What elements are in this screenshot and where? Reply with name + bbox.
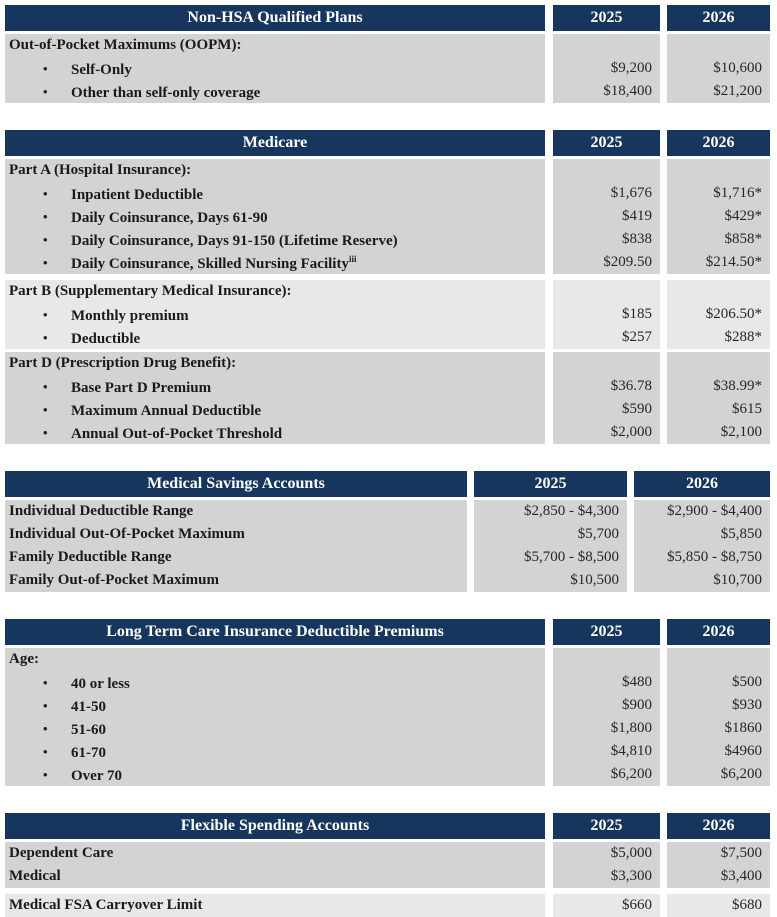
row-label: Daily Coinsurance, Skilled Nursing Facility — [71, 256, 349, 272]
value-2025: $6,200 — [610, 766, 652, 782]
row-label: Base Part D Premium — [71, 380, 212, 396]
values-column-2025 — [474, 500, 627, 592]
bullet-icon: • — [43, 330, 48, 345]
value-2026: $10,600 — [713, 60, 762, 76]
table-row — [5, 398, 545, 421]
values-column-2025 — [553, 648, 660, 786]
row-label: Self-Only — [71, 62, 132, 78]
bullet-icon: • — [43, 307, 48, 322]
values-column-2025 — [553, 159, 660, 274]
value-2026: $2,900 - $4,400 — [667, 503, 762, 519]
value-2026: $214.50* — [705, 254, 762, 270]
footnote-marker: iii — [348, 254, 357, 264]
bullet-icon: • — [43, 744, 48, 759]
bullet-icon: • — [43, 61, 48, 76]
value-2025: $9,200 — [610, 60, 652, 76]
table-title: Long Term Care Insurance Deductible Premiums — [5, 619, 545, 645]
year-header-2025: 2025 — [553, 130, 660, 156]
table-section — [5, 159, 770, 274]
value-2025: $900 — [622, 697, 652, 713]
value-2026: $7,500 — [720, 845, 762, 861]
row-label: Medical — [9, 868, 61, 884]
table-row — [5, 865, 545, 888]
value-2026: $1,716* — [713, 185, 762, 201]
bullet-icon: • — [43, 675, 48, 690]
values-column-2026 — [667, 34, 770, 103]
label-column — [5, 648, 545, 786]
table-section — [5, 894, 770, 917]
table-section — [5, 352, 770, 444]
value-2025: $2,000 — [610, 424, 652, 440]
row-label: Family Deductible Range — [9, 549, 172, 565]
value-2025: $5,000 — [610, 845, 652, 861]
value-2025: $3,300 — [610, 868, 652, 884]
table-row — [5, 523, 467, 546]
year-header-2025: 2025 — [474, 471, 627, 497]
value-2026: $858* — [724, 231, 762, 247]
table-row — [5, 717, 545, 740]
table-header-row — [5, 130, 770, 156]
bullet-icon: • — [43, 402, 48, 417]
row-label: Monthly premium — [71, 308, 189, 324]
row-label: Part B (Supplementary Medical Insurance): — [9, 283, 292, 299]
bullet-icon: • — [43, 209, 48, 224]
value-2025: $838 — [622, 231, 652, 247]
value-2026: $206.50* — [705, 306, 762, 322]
value-2026: $21,200 — [713, 83, 762, 99]
value-2026: $4960 — [724, 743, 762, 759]
year-header-2025: 2025 — [553, 619, 660, 645]
table-flexible-spending-accounts — [5, 813, 770, 917]
table-row — [5, 159, 545, 182]
values-column-2026 — [667, 894, 770, 917]
table-row — [5, 251, 545, 274]
table-title: Medical Savings Accounts — [5, 471, 467, 497]
table-section — [5, 500, 770, 592]
table-row — [5, 352, 545, 375]
row-label: Inpatient Deductible — [71, 187, 204, 203]
value-2026: $930 — [732, 697, 762, 713]
value-2025: $257 — [622, 329, 652, 345]
year-header-2025: 2025 — [553, 5, 660, 31]
row-label: Maximum Annual Deductible — [71, 403, 262, 419]
value-2025: $660 — [622, 897, 652, 913]
table-body — [5, 648, 770, 786]
values-column-2026 — [667, 159, 770, 274]
table-section — [5, 842, 770, 888]
table-header-row — [5, 471, 770, 497]
value-2025: $1,800 — [610, 720, 652, 736]
table-section — [5, 34, 770, 103]
row-label: Over 70 — [71, 768, 122, 784]
table-header-row — [5, 619, 770, 645]
label-column — [5, 159, 545, 274]
row-label: Dependent Care — [9, 845, 114, 861]
values-column-2026 — [667, 648, 770, 786]
table-body — [5, 159, 770, 444]
table-row — [5, 894, 545, 917]
table-row — [5, 303, 545, 326]
table-section — [5, 648, 770, 786]
bullet-icon: • — [43, 425, 48, 440]
values-column-2025 — [553, 34, 660, 103]
value-2025: $185 — [622, 306, 652, 322]
table-title: Flexible Spending Accounts — [5, 813, 545, 839]
row-label: Individual Deductible Range — [9, 503, 194, 519]
row-label: Individual Out-Of-Pocket Maximum — [9, 526, 245, 542]
label-column — [5, 280, 545, 349]
table-body — [5, 500, 770, 592]
label-column — [5, 352, 545, 444]
value-2025: $590 — [622, 401, 652, 417]
value-2025: $36.78 — [610, 378, 652, 394]
table-header-row — [5, 5, 770, 31]
table-header-row — [5, 813, 770, 839]
value-2026: $5,850 - $8,750 — [667, 549, 762, 565]
value-2026: $1860 — [724, 720, 762, 736]
benefits-tables-document — [5, 5, 770, 917]
bullet-icon: • — [43, 767, 48, 782]
row-label: Age: — [9, 651, 39, 667]
row-label: Deductible — [71, 331, 141, 347]
table-body — [5, 842, 770, 917]
table-row — [5, 280, 545, 303]
value-2025: $480 — [622, 674, 652, 690]
values-column-2026 — [634, 500, 770, 592]
value-2026: $38.99* — [713, 378, 762, 394]
row-label: 40 or less — [71, 676, 130, 692]
table-row — [5, 500, 467, 523]
value-2026: $10,700 — [713, 572, 762, 588]
values-column-2025 — [553, 352, 660, 444]
year-header-2025: 2025 — [553, 813, 660, 839]
table-row — [5, 205, 545, 228]
values-column-2025 — [553, 842, 660, 888]
value-2026: $500 — [732, 674, 762, 690]
value-2025: $4,810 — [610, 743, 652, 759]
table-title: Non-HSA Qualified Plans — [5, 5, 545, 31]
table-row — [5, 57, 545, 80]
table-row — [5, 842, 545, 865]
table-title: Medicare — [5, 130, 545, 156]
value-2026: $429* — [724, 208, 762, 224]
table-body — [5, 34, 770, 103]
table-row — [5, 80, 545, 103]
bullet-icon: • — [43, 721, 48, 736]
values-column-2026 — [667, 842, 770, 888]
table-row — [5, 694, 545, 717]
values-column-2026 — [667, 280, 770, 349]
year-header-2026: 2026 — [667, 813, 770, 839]
row-label: Part A (Hospital Insurance): — [9, 162, 192, 178]
table-section — [5, 280, 770, 349]
bullet-icon: • — [43, 186, 48, 201]
year-header-2026: 2026 — [667, 130, 770, 156]
value-2025: $5,700 — [577, 526, 619, 542]
values-column-2025 — [553, 894, 660, 917]
value-2025: $2,850 - $4,300 — [524, 503, 619, 519]
table-medicare — [5, 130, 770, 444]
bullet-icon: • — [43, 232, 48, 247]
value-2026: $680 — [732, 897, 762, 913]
value-2026: $6,200 — [720, 766, 762, 782]
row-label: Daily Coinsurance, Days 61-90 — [71, 210, 268, 226]
row-label: Family Out-of-Pocket Maximum — [9, 572, 219, 588]
row-label: Annual Out-of-Pocket Threshold — [71, 426, 283, 442]
value-2025: $209.50 — [603, 254, 652, 270]
row-label: 51-60 — [71, 722, 106, 738]
row-label: 61-70 — [71, 745, 106, 761]
bullet-icon: • — [43, 698, 48, 713]
year-header-2026: 2026 — [634, 471, 770, 497]
row-label: Other than self-only coverage — [71, 85, 261, 101]
table-row — [5, 228, 545, 251]
value-2026: $2,100 — [720, 424, 762, 440]
table-row — [5, 326, 545, 349]
row-label: 41-50 — [71, 699, 106, 715]
table-long-term-care-insurance — [5, 619, 770, 786]
table-row — [5, 375, 545, 398]
values-column-2025 — [553, 280, 660, 349]
table-row — [5, 182, 545, 205]
table-row — [5, 740, 545, 763]
bullet-icon: • — [43, 255, 48, 270]
table-row — [5, 34, 545, 57]
row-label: Daily Coinsurance, Days 91-150 (Lifetime Reserve) — [71, 233, 398, 249]
table-row — [5, 546, 467, 569]
year-header-2026: 2026 — [667, 5, 770, 31]
label-column — [5, 894, 545, 917]
year-header-2026: 2026 — [667, 619, 770, 645]
label-column — [5, 842, 545, 888]
value-2026: $615 — [732, 401, 762, 417]
table-row — [5, 648, 545, 671]
value-2025: $5,700 - $8,500 — [524, 549, 619, 565]
value-2025: $419 — [622, 208, 652, 224]
row-label: Out-of-Pocket Maximums (OOPM): — [9, 37, 242, 53]
value-2025: $10,500 — [570, 572, 619, 588]
row-label: Part D (Prescription Drug Benefit): — [9, 355, 237, 371]
label-column — [5, 500, 467, 592]
table-row — [5, 671, 545, 694]
bullet-icon: • — [43, 84, 48, 99]
values-column-2026 — [667, 352, 770, 444]
table-row — [5, 569, 467, 592]
value-2026: $5,850 — [720, 526, 762, 542]
table-medical-savings-accounts — [5, 471, 770, 592]
row-label: Medical FSA Carryover Limit — [9, 897, 203, 913]
value-2025: $1,676 — [610, 185, 652, 201]
value-2025: $18,400 — [603, 83, 652, 99]
table-row — [5, 763, 545, 786]
value-2026: $288* — [724, 329, 762, 345]
bullet-icon: • — [43, 379, 48, 394]
value-2026: $3,400 — [720, 868, 762, 884]
table-non-hsa-qualified-plans — [5, 5, 770, 103]
table-row — [5, 421, 545, 444]
label-column — [5, 34, 545, 103]
